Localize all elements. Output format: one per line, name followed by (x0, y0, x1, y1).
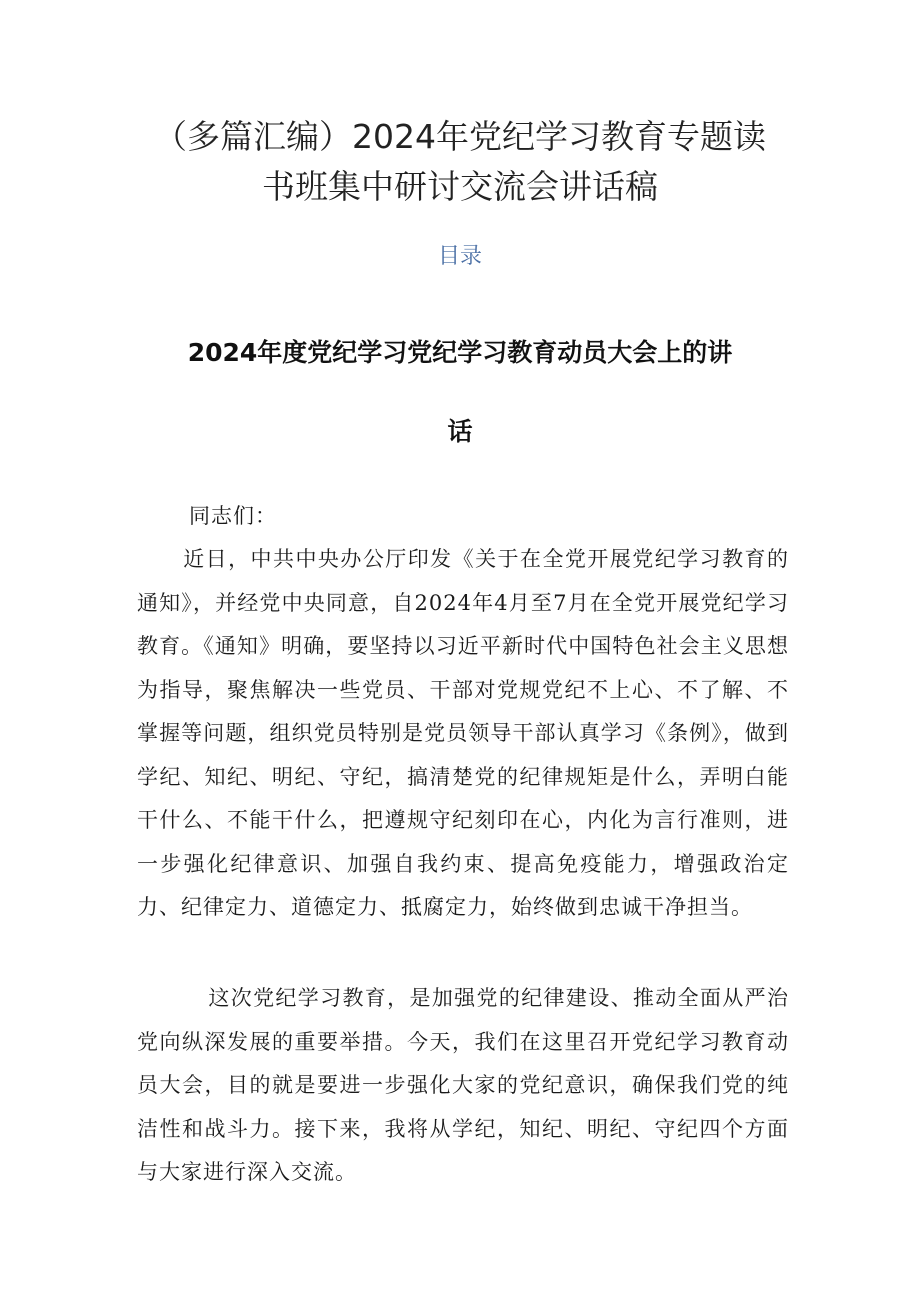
section-heading-line-2: 话 (447, 417, 473, 446)
body-paragraph-1: 近日，中共中央办公厅印发《关于在全党开展党纪学习教育的通知》，并经党中央同意，自2024年4月至7月在全党开展党纪学习教育。《通知》明确，要坚持以习近平新时代中国特色社会主义思想为指导，聚焦解决一些党员、干部对党规党纪不上心、不了解、不掌握等问题，组织党员特别是党员领导干部认真学习《条例》，做到学纪、知纪、明纪、守纪，搞清楚党的纪律规矩是什么，弄明白能干什么、不能干什么，把遵规守纪刻印在心，内化为言行准则，进一步强化纪律意识、加强自我约束、提高免疫能力，增强政治定力、纪律定力、道德定力、抵腐定力，始终做到忠诚干净担当。 (137, 547, 789, 919)
section-heading-line-1: 2024年度党纪学习党纪学习教育动员大会上的讲 (187, 338, 733, 367)
document-title-line-2: 书班集中研讨交流会讲话稿 (262, 167, 658, 206)
greeting: 同志们： (189, 504, 277, 528)
document-title-line-1: （多篇汇编）2024年党纪学习教育专题读 (154, 117, 766, 156)
body-paragraph-2: 这次党纪学习教育，是加强党的纪律建设、推动全面从严治党向纵深发展的重要举措。今天，我们在这里召开党纪学习教育动员大会，目的就是要进一步强化大家的党纪意识，确保我们党的纯洁性和战斗力。接下来，我将从学纪，知纪、明纪、守纪四个方面与大家进行深入交流。 (137, 986, 789, 1184)
table-of-contents-link[interactable]: 目录 (437, 244, 482, 269)
